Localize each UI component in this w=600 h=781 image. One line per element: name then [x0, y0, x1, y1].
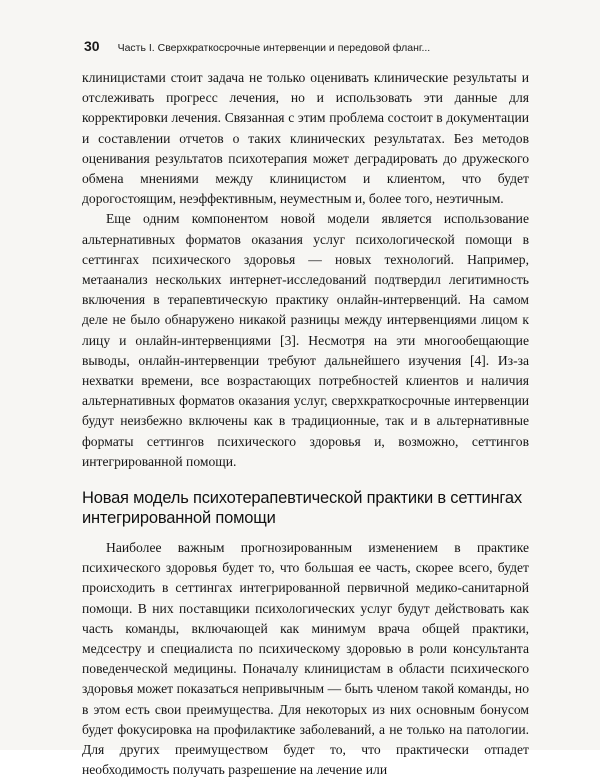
section-heading: Новая модель психотерапевтической практики в сеттингах интегрированной помощи — [82, 489, 522, 528]
paragraph-integrated-care: Наиболее важным прогнозированным изменением в практике психического здоровья будет то, что большая ее часть, скорее всего, будет происходить в сеттингах интегрированной первичной медико-санитарной помощи. В них поставщики психологических услуг будут действовать как часть команды, включающей как минимум врача общей практики, медсестру и специалиста по психическому здоровью в роли консультанта поведенческой медицины. Поначалу клиницистам в области психического здоровья может показаться непривычным — быть членом такой команды, но в этом есть свои преимущества. Для некоторых из них основным бонусом будет фокусировка на профилактике заболеваний, а не только на патологии. Для других преимуществом будет то, что практически отпадет необходимость получать разрешение на лечение или — [82, 540, 529, 778]
paragraph-new-model-component: Еще одним компонентом новой модели является использование альтернативных форматов оказания услуг психологической помощи в сеттингах психического здоровья — новых технологий. Например, метаанализ нескольких интернет-исследований подтвердил легитимность включения в терапевтическую практику онлайн-интервенций. На самом деле не было обнаружено никакой разницы между интервенциями лицом к лицу и онлайн-интервенциями [3]. Несмотря на эти многообещающие выводы, онлайн-интервенции требуют дальнейшего изучения [4]. Из-за нехватки времени, все возрастающих потребностей клиентов и наличия альтернативных форматов оказания услуг, сверхкраткосрочные интервенции будут неизбежно включены как в традиционные, так и в альтернативные форматы сеттингов психического здоровья и, возможно, сеттингов интегрированной помощи. — [82, 211, 529, 469]
page-number: 30 — [84, 38, 100, 54]
running-head — [84, 38, 544, 54]
paragraph-continued: клиницистами стоит задача не только оценивать клинические результаты и отслеживать прогресс лечения, но и использовать эти данные для корректировки лечения. Связанная с этим проблема состоит в документации и составлении отчетов о таких клинических результатах. Без методов оценивания результатов психотерапия может деградировать до дружеского обмена мнениями между клиницистом и клиентом, что будет дорогостоящим, неэффективным, неуместным и, более того, неэтичным. — [82, 70, 529, 207]
body-text — [82, 68, 529, 781]
running-title: Часть I. Сверхкраткосрочные интервенции и передовой фланг... — [117, 42, 431, 54]
